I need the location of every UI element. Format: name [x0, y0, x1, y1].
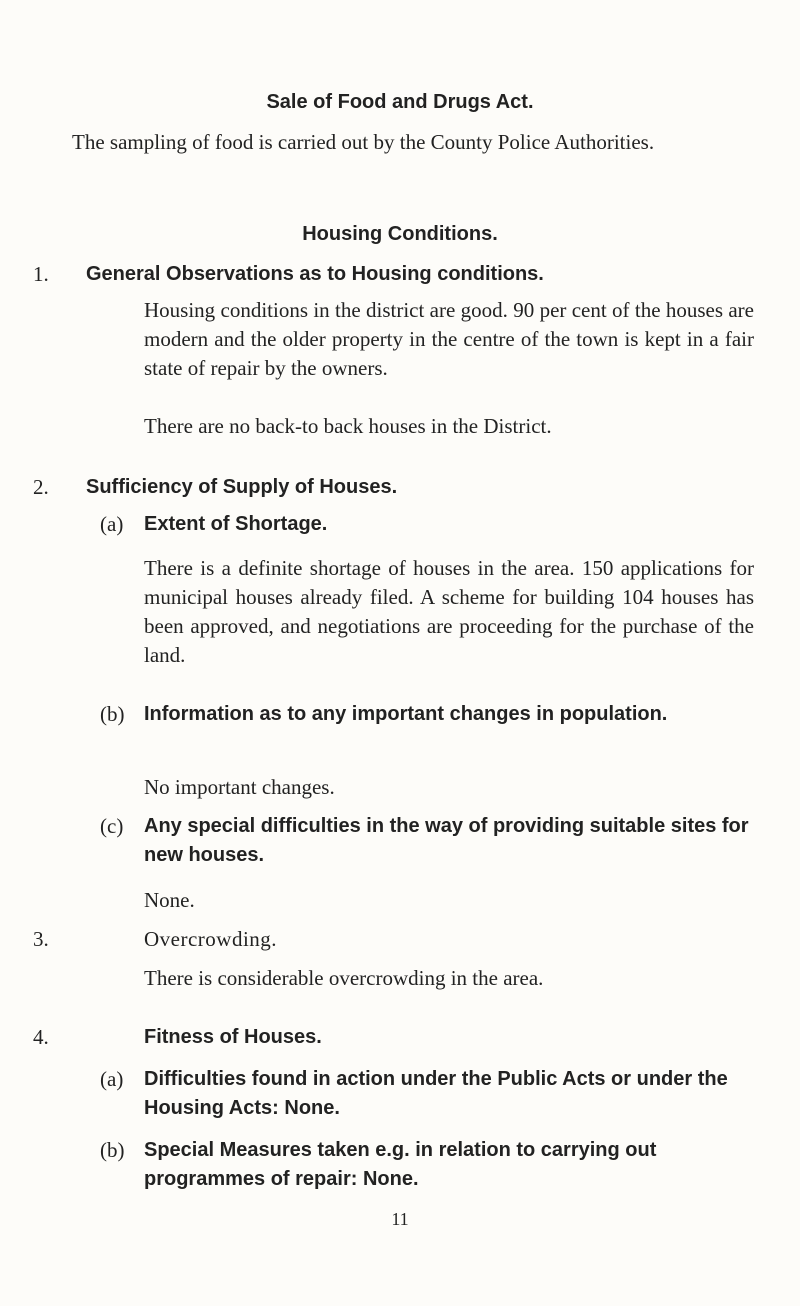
section-4-number: 4.: [33, 1025, 49, 1049]
page-number: 11: [391, 1209, 409, 1229]
section-2b-letter: (b): [100, 702, 125, 726]
section-2-number: 2.: [33, 475, 49, 499]
section-1-paragraph-1: Housing conditions in the district are good. 90 per cent of the houses are modern and the older property in the centre of the town is kept in a fair state of repair by the owners.: [144, 298, 754, 380]
housing-heading: Housing Conditions.: [302, 223, 498, 245]
section-4b-letter: (b): [100, 1138, 125, 1162]
section-2a-heading: Extent of Shortage.: [144, 513, 328, 535]
section-2-heading: Sufficiency of Supply of Houses.: [86, 476, 398, 498]
section-1-number: 1.: [33, 262, 49, 286]
section-4a-text: Difficulties found in action under the Public Acts or under the Housing Acts: None.: [144, 1068, 728, 1119]
section-4b-text: Special Measures taken e.g. in relation to carrying out programmes of repair: None.: [144, 1139, 657, 1190]
section-3-heading: Overcrowding.: [144, 927, 278, 951]
section-2c-heading: Any special difficulties in the way of providing suitable sites for new houses.: [144, 815, 749, 866]
section-3-number: 3.: [33, 927, 49, 951]
section-2c-paragraph: None.: [144, 888, 195, 912]
section-2a-paragraph: There is a definite shortage of houses in the area. 150 applications for municipal houses already filed. A scheme for building 104 houses has been approved, and negotiations are proceeding for the purchase of the land.: [144, 556, 754, 667]
section-2b-heading: Information as to any important changes in population.: [144, 703, 668, 725]
section-3-paragraph: There is considerable overcrowding in the area.: [144, 966, 544, 990]
section-4-heading: Fitness of Houses.: [144, 1026, 322, 1048]
section-2b-paragraph: No important changes.: [144, 775, 335, 799]
section-2c-letter: (c): [100, 814, 124, 838]
section-2a-letter: (a): [100, 512, 124, 536]
section-4a-letter: (a): [100, 1067, 124, 1091]
food-heading: Sale of Food and Drugs Act.: [266, 91, 534, 113]
food-paragraph: The sampling of food is carried out by the County Police Authorities.: [72, 130, 655, 154]
section-1-paragraph-2: There are no back-to back houses in the District.: [144, 414, 552, 438]
section-1-heading: General Observations as to Housing conditions.: [86, 263, 544, 285]
